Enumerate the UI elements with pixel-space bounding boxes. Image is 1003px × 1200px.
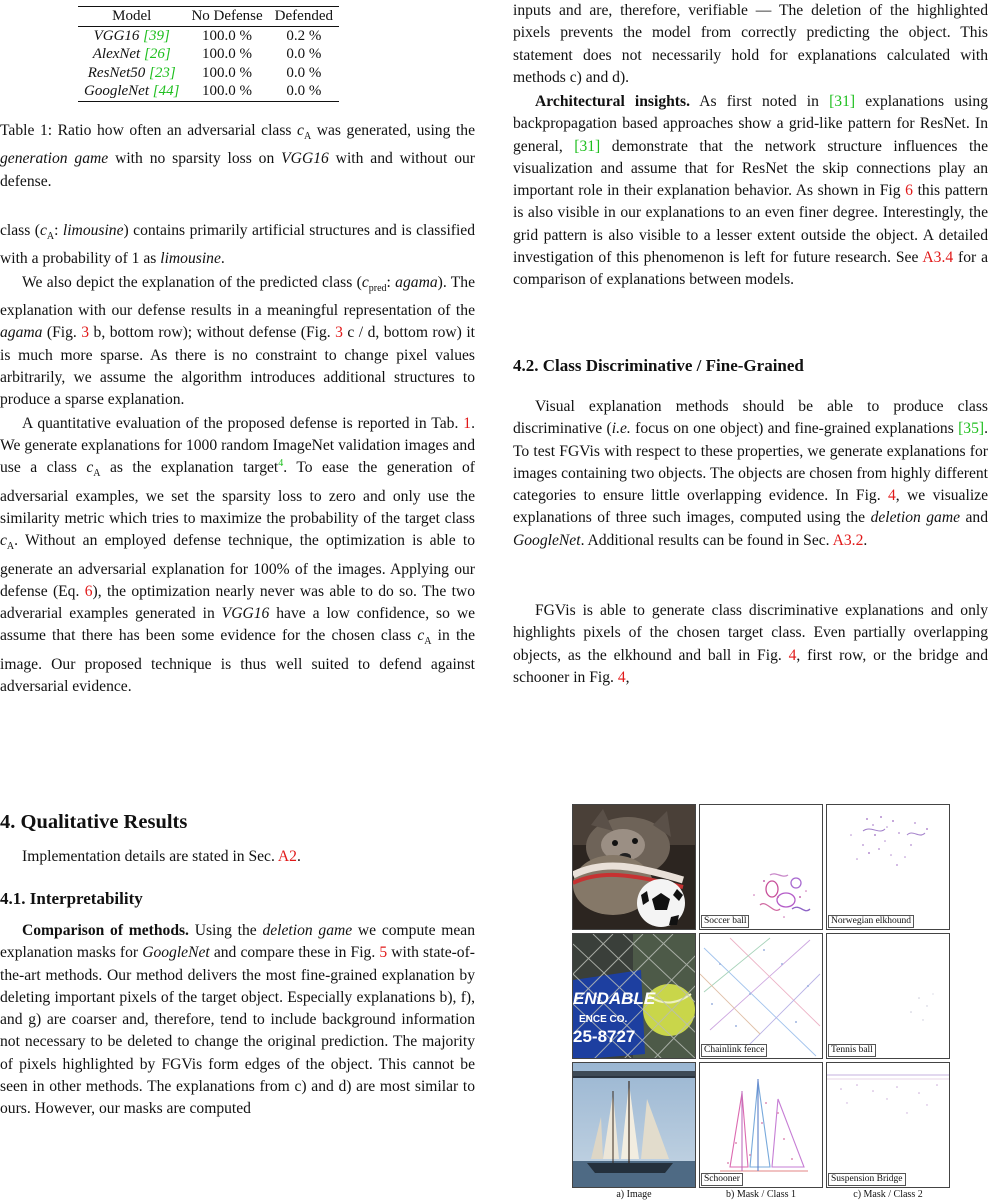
sign-text: ENCE CO. xyxy=(579,1014,628,1025)
appendix-ref[interactable]: A3.4 xyxy=(922,249,954,267)
elkhound-mask-illustration xyxy=(827,805,950,930)
table-ref[interactable]: 1 xyxy=(463,414,472,432)
mask-class2-row2 xyxy=(826,933,950,1059)
tennis-ball-mask-illustration xyxy=(827,934,950,1059)
fence-ball-image xyxy=(572,933,696,1059)
table-row xyxy=(78,64,339,83)
equation-ref[interactable]: 6 xyxy=(84,582,93,600)
citation[interactable]: [31] xyxy=(829,93,856,110)
figure-ref[interactable]: 4 xyxy=(788,646,797,664)
column-label: a) Image xyxy=(616,1189,652,1200)
class-label: Schooner xyxy=(701,1173,743,1186)
no-defense-cell: 100.0 % xyxy=(202,64,253,81)
figure-column-labels xyxy=(572,1189,961,1200)
no-defense-cell: 100.0 % xyxy=(202,83,253,99)
left-body xyxy=(0,220,475,698)
schooner-photo-illustration xyxy=(573,1063,696,1188)
section-ref[interactable]: A3.2 xyxy=(832,531,864,549)
mask-class2-row3 xyxy=(826,1062,950,1188)
class-label: Tennis ball xyxy=(828,1044,876,1057)
section-ref[interactable]: A2 xyxy=(277,848,297,865)
citation[interactable]: [23] xyxy=(149,64,176,81)
paragraph: Comparison of methods. Using the deletion game we compute mean explanation masks for GoogleNet and compare these in Fig. 5 with state-of-the-art methods. Our method delivers the most fine-grained explanation by deleting important pixels of the target object. Especially explanations b), f), and g) are coarser and, therefore, tend to include background information not necessary to be deleted to change the original prediction. The majority of pixels highlighted by FGVis form edges of the object. This cannot be seen in other methods. The explanations from c) and d) are most similar to ours. However, our masks are computed xyxy=(0,922,476,1118)
soccer-ball-mask-illustration xyxy=(700,805,823,930)
table-header: Model xyxy=(112,8,152,24)
figure-grid xyxy=(572,804,961,1188)
model-cell: ResNet50 [23] xyxy=(87,64,176,81)
paragraph: We also depict the explanation of the predicted class ($c_{pred}$: agama). The explanation with our defense results in a meaningful representation of the agama (Fig. 3 b, bottom row); without defense (Fig. 3 c / d, bottom row) it is much more sparse. As there is no constraint to change pixel values arbitrarily, we assume the algorithm introduces additional structures to produce a sparse explanation. xyxy=(0,273,475,409)
citation[interactable]: [39] xyxy=(143,27,170,44)
schooner-bridge-image xyxy=(572,1062,696,1188)
paragraph: class ($c_A$: limousine) contains primarily artificial structures and is classified with a probability of 1 as limousine. xyxy=(0,222,476,268)
model-cell: VGG16 [39] xyxy=(93,27,170,44)
puppy-ball-image xyxy=(572,804,696,930)
class-label: Norwegian elkhound xyxy=(828,915,914,928)
table-row xyxy=(78,26,339,45)
citation[interactable]: [44] xyxy=(152,83,180,99)
model-cell: AlexNet [26] xyxy=(92,46,171,62)
class-label: Chainlink fence xyxy=(701,1044,767,1057)
no-defense-cell: 100.0 % xyxy=(202,46,253,62)
table-header: No Defense xyxy=(191,8,263,24)
footnote-ref[interactable]: 4 xyxy=(278,458,284,469)
table-header-row xyxy=(78,7,339,27)
defended-cell: 0.0 % xyxy=(286,83,322,99)
citation[interactable]: [26] xyxy=(143,46,171,62)
model-cell: GoogleNet [44] xyxy=(84,83,180,99)
paragraph: Implementation details are stated in Sec. A2. xyxy=(22,848,301,865)
schooner-mask-illustration xyxy=(700,1063,823,1188)
mask-class1-row2 xyxy=(699,933,823,1059)
paragraph: inputs and are, therefore, verifiable — The deletion of the highlighted pixels prevents the model from correctly predicting the object. This statement does not necessarily hold for explanations calculated with methods c) and d). xyxy=(513,2,988,86)
paragraph: Architectural insights. As first noted in [31] explanations using backpropagation based approaches show a grid-like pattern for ResNet. In general, [31] demonstrate that the network structure influences the visualization and assume that for ResNet the skip connections play an important role in their explanation behavior. As shown in Fig 6 this pattern is also visible in our explanations to an even finer degree. Interestingly, the grid pattern is also visible to a lesser extent outside the object. A detailed investigation of this phenomenon is left for future research. See A3.4 for a comparison of explanations between models. xyxy=(513,93,989,289)
figure-ref[interactable]: 6 xyxy=(905,182,913,200)
figure-ref[interactable]: 5 xyxy=(379,944,388,962)
column-label: b) Mask / Class 1 xyxy=(726,1189,796,1200)
figure-4 xyxy=(572,804,961,1200)
bridge-mask-illustration xyxy=(827,1063,950,1188)
results-table xyxy=(78,6,339,102)
mask-class1-row1 xyxy=(699,804,823,930)
column-label: c) Mask / Class 2 xyxy=(853,1189,923,1200)
class-label: Suspension Bridge xyxy=(828,1173,906,1186)
citation[interactable]: [35] xyxy=(958,420,985,438)
mask-class1-row3 xyxy=(699,1062,823,1188)
mask-class2-row1 xyxy=(826,804,950,930)
figure-ref[interactable]: 4 xyxy=(617,668,626,686)
defended-cell: 0.0 % xyxy=(286,64,322,81)
table-row xyxy=(78,45,339,64)
fence-photo-illustration xyxy=(573,934,696,1059)
subsection-heading: 4.1. Interpretability xyxy=(0,889,143,908)
citation[interactable]: [31] xyxy=(574,137,601,155)
sign-text: ENDABLE xyxy=(573,989,656,1008)
figure-ref[interactable]: 3 xyxy=(335,324,343,342)
defended-cell: 0.2 % xyxy=(286,27,322,44)
sign-text: 25-8727 xyxy=(573,1027,636,1046)
figure-ref[interactable]: 4 xyxy=(887,487,896,505)
subsection-heading: 4.2. Class Discriminative / Fine-Grained xyxy=(513,356,804,375)
defended-cell: 0.0 % xyxy=(286,46,322,62)
no-defense-cell: 100.0 % xyxy=(202,27,253,44)
paragraph: FGVis is able to generate class discriminative explanations and only highlights pixels of the chosen target class. Even partially overlapping objects, as the elkhound and ball in Fig. 4, first row, or the bridge and schooner in Fig. 4, xyxy=(513,602,989,686)
figure-ref[interactable]: 3 xyxy=(81,324,90,342)
table-caption: Table 1: Ratio how often an adversarial class $c_A$ was generated, using the generation game with no sparsity loss on VGG16 with and without our defense. xyxy=(0,122,475,190)
table-header: Defended xyxy=(274,8,333,24)
class-label: Soccer ball xyxy=(701,915,749,928)
table-row xyxy=(78,82,339,101)
fence-mask-illustration xyxy=(700,934,823,1059)
puppy-photo-illustration xyxy=(573,805,696,930)
section-heading: 4. Qualitative Results xyxy=(0,811,188,833)
paragraph: Visual explanation methods should be able to produce class discriminative (i.e. focus on one object) and fine-grained explanations [35]. To test FGVis with respect to these properties, we generate explanations for images containing two objects. The objects are chosen from highly different categories to ensure little overlapping evidence. In Fig. 4, we visualize explanations of three such images, computed using the deletion game and GoogleNet. Additional results can be found in Sec. A3.2. xyxy=(513,398,988,549)
paragraph: A quantitative evaluation of the proposed defense is reported in Tab. 1. We generate explanations for 1000 random ImageNet validation images and use a class $c_A$ as the explanation target$^4$. To ease the generation of adversarial examples, we set the sparsity loss to zero and only use the similarity metric which tries to maximize the probability of the target class $c_A$. Without an employed defense technique, the optimization is able to generate an adversarial explanation for 100% of the images. Applying our defense (Eq. 6), the optimization nearly never was able to do so. The two adverarial examples generated in VGG16 have a low confidence, so we assume that there has been some evidence for the chosen class $c_A$ in the image. Our proposed technique is thus well suited to defend against adversarial evidence. xyxy=(0,414,475,696)
